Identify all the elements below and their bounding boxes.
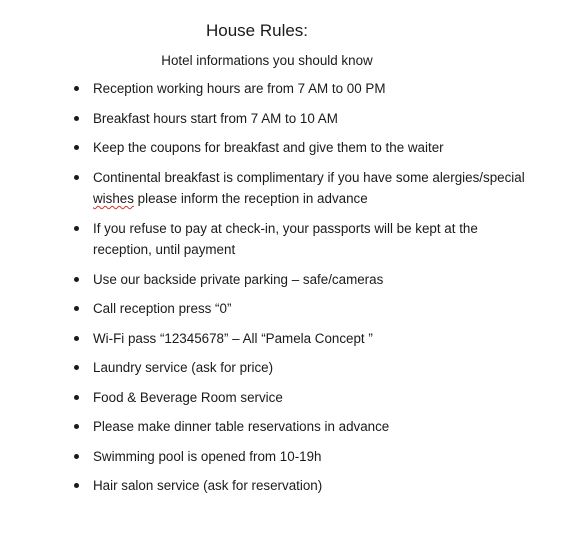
list-item — [0, 137, 574, 159]
bullet-icon — [74, 306, 79, 311]
page-subtitle: Hotel informations you should know — [161, 53, 373, 68]
bullet-icon — [74, 86, 79, 91]
bullet-icon — [74, 175, 79, 180]
rule-text: Call reception press “0” — [93, 301, 232, 316]
rule-text: Use our backside private parking – safe/cameras — [93, 271, 384, 287]
bullet-icon — [74, 145, 79, 150]
rule-text: If you refuse to pay at check-in, your passports will be kept at the reception, until payment — [93, 220, 478, 257]
list-item — [0, 387, 574, 409]
rule-text: Swimming pool is opened from 10-19h — [93, 448, 322, 464]
bullet-icon — [74, 226, 79, 231]
rule-text: Breakfast hours start from 7 AM to 10 AM — [93, 110, 338, 126]
bullet-icon — [74, 365, 79, 370]
rules-list — [0, 78, 574, 505]
rule-text-part: Continental breakfast is complimentary if you have some alergies/special — [93, 169, 525, 185]
list-item — [0, 298, 574, 320]
rule-text: Keep the coupons for breakfast and give them to the waiter — [93, 140, 444, 155]
rule-text: Reception working hours are from 7 AM to 00 PM — [93, 81, 386, 96]
list-item — [0, 475, 574, 497]
rule-text: Wi-Fi pass “12345678” – All “Pamela Concept ” — [93, 330, 373, 346]
bullet-icon — [74, 336, 79, 341]
list-item — [0, 328, 574, 350]
misspelled-word: wishes — [93, 191, 134, 206]
bullet-icon — [74, 116, 79, 121]
bullet-icon — [74, 277, 79, 282]
bullet-icon — [74, 424, 79, 429]
rule-text-part: please inform the reception in advance — [133, 191, 368, 206]
rule-text: Laundry service (ask for price) — [93, 360, 274, 375]
list-item — [0, 269, 574, 291]
bullet-icon — [74, 454, 79, 459]
bullet-icon — [74, 395, 79, 400]
rule-text: Food & Beverage Room service — [93, 389, 283, 405]
bullet-icon — [74, 483, 79, 488]
list-item — [0, 167, 574, 210]
rule-text: Hair salon service (ask for reservation) — [93, 478, 323, 493]
rule-text: Please make dinner table reservations in advance — [93, 419, 390, 434]
list-item — [0, 416, 574, 438]
list-item — [0, 218, 574, 261]
list-item — [0, 446, 574, 468]
list-item — [0, 108, 574, 130]
page-title: House Rules: — [205, 21, 309, 40]
list-item — [0, 78, 574, 100]
list-item — [0, 357, 574, 379]
